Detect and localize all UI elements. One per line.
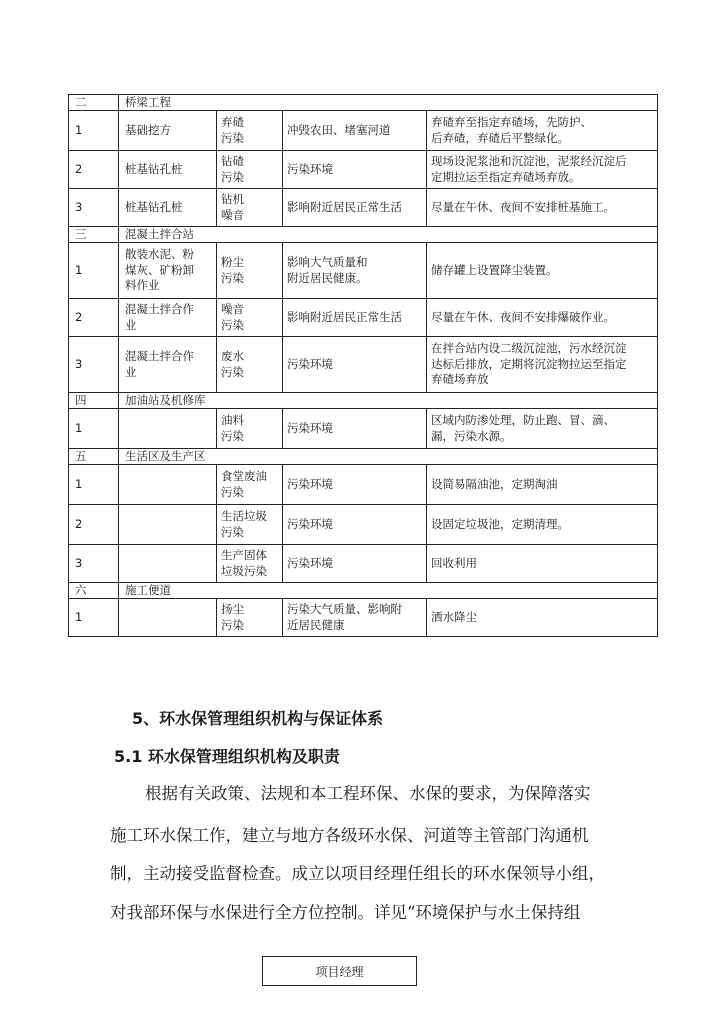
cell-work-stage: 混凝土拌合作 业 <box>119 299 217 337</box>
cell-measure: 设简易隔油池，定期淘油 <box>427 465 658 505</box>
cell-impact: 污染环境 <box>283 545 427 583</box>
cell-number: 3 <box>69 545 119 583</box>
cell-pollutant: 油料 污染 <box>217 409 283 449</box>
cell-measure: 储存罐上设置降尘装置。 <box>427 243 658 299</box>
cell-measure: 回收利用 <box>427 545 658 583</box>
cell-impact: 冲毁农田、堵塞河道 <box>283 111 427 151</box>
cell-pollutant: 生产固体 垃圾污染 <box>217 545 283 583</box>
paragraph-line: 根据有关政策、法规和本工程环保、水保的要求，为保障落实 <box>145 784 591 803</box>
section-5-1-heading: 5.1 环水保管理组织机构及职责 <box>114 747 340 766</box>
section-title: 桥梁工程 <box>119 95 658 111</box>
section-title: 施工便道 <box>119 583 658 599</box>
table-row <box>69 465 658 505</box>
cell-pollutant: 废水 污染 <box>217 337 283 393</box>
cell-work-stage <box>119 465 217 505</box>
cell-work-stage <box>119 599 217 637</box>
table-section-row <box>69 583 658 599</box>
table-section-row <box>69 393 658 409</box>
cell-measure: 在拌合站内设二级沉淀池，污水经沉淀 达标后排放，定期将沉淀物拉运至指定 弃碴场弃放 <box>427 337 658 393</box>
table-row <box>69 111 658 151</box>
table-section-row <box>69 449 658 465</box>
cell-measure: 设固定垃圾池，定期清理。 <box>427 505 658 545</box>
cell-number: 1 <box>69 409 119 449</box>
cell-pollutant: 噪音 污染 <box>217 299 283 337</box>
paragraph-line: 施工环水保工作，建立与地方各级环水保、河道等主管部门沟通机 <box>110 826 589 845</box>
table-row <box>69 505 658 545</box>
section-number: 四 <box>69 393 119 409</box>
cell-impact: 污染环境 <box>283 505 427 545</box>
section-title: 加油站及机修库 <box>119 393 658 409</box>
org-chart-project-manager-box <box>262 956 417 986</box>
cell-number: 1 <box>69 243 119 299</box>
cell-work-stage <box>119 505 217 545</box>
table-row <box>69 299 658 337</box>
table-row <box>69 243 658 299</box>
cell-measure: 弃碴弃至指定弃碴场，先防护、 后弃碴，弃碴后平整绿化。 <box>427 111 658 151</box>
cell-work-stage <box>119 409 217 449</box>
cell-number: 3 <box>69 189 119 227</box>
cell-work-stage: 桩基钻孔桩 <box>119 189 217 227</box>
cell-pollutant: 弃碴 污染 <box>217 111 283 151</box>
table-section-row <box>69 95 658 111</box>
section-title: 混凝土拌合站 <box>119 227 658 243</box>
cell-work-stage: 桩基钻孔桩 <box>119 151 217 189</box>
cell-work-stage: 散装水泥、粉 煤灰、矿粉卸 料作业 <box>119 243 217 299</box>
cell-impact: 污染大气质量、影响附 近居民健康 <box>283 599 427 637</box>
cell-number: 1 <box>69 111 119 151</box>
table-row <box>69 189 658 227</box>
cell-number: 3 <box>69 337 119 393</box>
cell-work-stage: 混凝土拌合作 业 <box>119 337 217 393</box>
cell-impact: 影响附近居民正常生活 <box>283 299 427 337</box>
cell-impact: 影响附近居民正常生活 <box>283 189 427 227</box>
section-title: 生活区及生产区 <box>119 449 658 465</box>
cell-measure: 区域内防渗处理，防止跑、冒、滴、 漏，污染水源。 <box>427 409 658 449</box>
cell-impact: 污染环境 <box>283 337 427 393</box>
cell-pollutant: 钻碴 污染 <box>217 151 283 189</box>
cell-number: 1 <box>69 465 119 505</box>
cell-impact: 污染环境 <box>283 409 427 449</box>
cell-work-stage: 基础挖方 <box>119 111 217 151</box>
section-number: 五 <box>69 449 119 465</box>
cell-measure: 现场设泥浆池和沉淀池，泥浆经沉淀后 定期拉运至指定弃碴场弃放。 <box>427 151 658 189</box>
org-chart-box-label: 项目经理 <box>315 964 364 979</box>
table-row <box>69 409 658 449</box>
cell-pollutant: 粉尘 污染 <box>217 243 283 299</box>
table-row <box>69 337 658 393</box>
cell-measure: 尽量在午休、夜间不安排爆破作业。 <box>427 299 658 337</box>
cell-pollutant: 扬尘 污染 <box>217 599 283 637</box>
cell-impact: 污染环境 <box>283 465 427 505</box>
section-5-heading: 5、环水保管理组织机构与保证体系 <box>132 709 384 728</box>
section-number: 六 <box>69 583 119 599</box>
table-section-row <box>69 227 658 243</box>
cell-measure: 洒水降尘 <box>427 599 658 637</box>
cell-number: 1 <box>69 599 119 637</box>
section-number: 二 <box>69 95 119 111</box>
cell-work-stage <box>119 545 217 583</box>
cell-number: 2 <box>69 299 119 337</box>
cell-pollutant: 钻机 噪音 <box>217 189 283 227</box>
table-row <box>69 599 658 637</box>
paragraph-line: 制，主动接受监督检查。成立以项目经理任组长的环水保领导小组， <box>110 864 605 883</box>
cell-number: 2 <box>69 505 119 545</box>
cell-pollutant: 食堂废油 污染 <box>217 465 283 505</box>
table-row <box>69 545 658 583</box>
cell-pollutant: 生活垃圾 污染 <box>217 505 283 545</box>
cell-number: 2 <box>69 151 119 189</box>
cell-measure: 尽量在午休、夜间不安排桩基施工。 <box>427 189 658 227</box>
cell-impact: 影响大气质量和 附近居民健康。 <box>283 243 427 299</box>
cell-impact: 污染环境 <box>283 151 427 189</box>
section-number: 三 <box>69 227 119 243</box>
table-row <box>69 151 658 189</box>
environmental-measures-table <box>68 94 658 637</box>
paragraph-line: 对我部环保与水保进行全方位控制。详见“环境保护与水土保持组 <box>110 903 581 922</box>
